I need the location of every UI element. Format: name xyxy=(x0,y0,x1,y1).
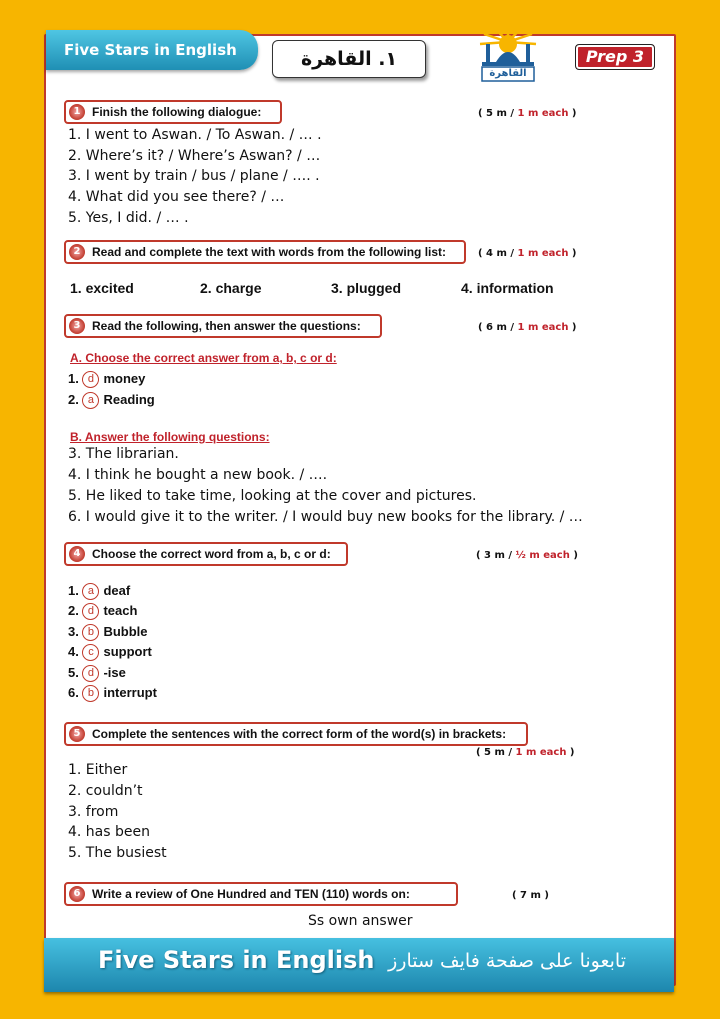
item-number: 1. xyxy=(68,583,79,598)
choice-letter-circle: c xyxy=(82,644,99,661)
section-1-marks xyxy=(478,108,577,119)
marks-each: 1 m each xyxy=(515,747,567,758)
choice-item xyxy=(68,371,145,388)
section-2-heading xyxy=(64,240,466,264)
item-number: 2. xyxy=(68,603,79,618)
marks-close: ) xyxy=(568,248,577,259)
choice-text: -ise xyxy=(103,665,126,680)
answer-line: 1. I went to Aswan. / To Aswan. / … . xyxy=(68,127,322,143)
answer-sheet xyxy=(44,34,676,986)
choice-text: support xyxy=(103,644,152,659)
grade-badge: Prep 3 xyxy=(575,44,655,70)
word-list-item: 3. plugged xyxy=(331,280,401,296)
answer-line: 6. I would give it to the writer. / I would buy new books for the library. / … xyxy=(68,509,583,525)
choice-text: deaf xyxy=(103,583,131,598)
item-number: 4. xyxy=(68,644,79,659)
section-4-heading xyxy=(64,542,348,566)
marks-each: ½ m each xyxy=(515,550,570,561)
item-number: 2. xyxy=(68,392,79,407)
word-list-item: 2. charge xyxy=(200,280,262,296)
marks-each: 1 m each xyxy=(517,322,569,333)
marks-each: 1 m each xyxy=(517,108,569,119)
logo-text: القاهرة xyxy=(489,68,527,79)
choice-item xyxy=(68,624,148,641)
choice-item xyxy=(68,392,155,409)
marks-close: ) xyxy=(566,747,575,758)
cairo-logo xyxy=(472,22,544,82)
page-title: ١. القاهرة xyxy=(272,40,426,78)
choice-text: Reading xyxy=(103,392,155,407)
answer-line: 1. Either xyxy=(68,762,128,778)
section-heading-text: Write a review of One Hundred and TEN (110) words on: xyxy=(92,887,410,901)
section-number-badge: 4 xyxy=(69,546,85,562)
answer-line: 3. The librarian. xyxy=(68,446,179,462)
choice-item xyxy=(68,644,152,661)
item-number: 1. xyxy=(68,371,79,386)
part-b-title: B. Answer the following questions: xyxy=(70,430,270,444)
choice-item xyxy=(68,685,157,702)
choice-letter-circle: b xyxy=(82,685,99,702)
choice-letter-circle: d xyxy=(82,603,99,620)
answer-line: 3. I went by train / bus / plane / …. . xyxy=(68,168,320,184)
section-heading-text: Complete the sentences with the correct form of the word(s) in brackets: xyxy=(92,727,507,741)
section-5-marks xyxy=(476,747,575,758)
choice-letter-circle: a xyxy=(82,583,99,600)
answer-line: 5. Yes, I did. / … . xyxy=(68,210,189,226)
word-list-item: 1. excited xyxy=(70,280,134,296)
answer-line: 3. from xyxy=(68,804,119,820)
section-6-heading xyxy=(64,882,458,906)
section-number-badge: 3 xyxy=(69,318,85,334)
section-heading-text: Choose the correct word from a, b, c or d: xyxy=(92,547,331,561)
section-4-marks xyxy=(476,550,578,561)
section-number-badge: 1 xyxy=(69,104,85,120)
item-number: 3. xyxy=(68,624,79,639)
marks-each: 1 m each xyxy=(517,248,569,259)
item-number: 5. xyxy=(68,665,79,680)
marks-close: ) xyxy=(568,322,577,333)
footer-follow-text: تابعونا على صفحة فايف ستارز xyxy=(388,950,626,972)
footer-banner xyxy=(44,938,674,992)
section-3-marks xyxy=(478,322,577,333)
marks-close: ) xyxy=(568,108,577,119)
choice-item xyxy=(68,583,130,600)
section-5-heading xyxy=(64,722,528,746)
choice-item xyxy=(68,603,137,620)
answer-line: 4. has been xyxy=(68,824,150,840)
brand-badge: Five Stars in English xyxy=(46,30,258,70)
section-2-marks xyxy=(478,248,577,259)
marks-total: ( 3 m / xyxy=(476,550,516,561)
choice-text: money xyxy=(103,371,146,386)
answer-line: 2. Where’s it? / Where’s Aswan? / … xyxy=(68,148,321,164)
choice-letter-circle: a xyxy=(82,392,99,409)
marks-total: ( 4 m / xyxy=(478,248,518,259)
section-number-badge: 2 xyxy=(69,244,85,260)
choice-item xyxy=(68,665,126,682)
answer-line: 2. couldn’t xyxy=(68,783,143,799)
section-number-badge: 5 xyxy=(69,726,85,742)
choice-text: teach xyxy=(103,603,138,618)
marks-close: ) xyxy=(569,550,578,561)
choice-letter-circle: d xyxy=(82,665,99,682)
section-heading-text: Read the following, then answer the questions: xyxy=(92,319,361,333)
marks-total: ( 5 m / xyxy=(478,108,518,119)
part-a-title: A. Choose the correct answer from a, b, c or d: xyxy=(70,351,337,365)
choice-text: interrupt xyxy=(103,685,157,700)
word-list-item: 4. information xyxy=(461,280,554,296)
answer-line: 5. He liked to take time, looking at the cover and pictures. xyxy=(68,488,477,504)
footer-brand: Five Stars in English xyxy=(98,946,375,974)
choice-text: Bubble xyxy=(103,624,148,639)
marks-total: ( 6 m / xyxy=(478,322,518,333)
section-number-badge: 6 xyxy=(69,886,85,902)
section-1-heading xyxy=(64,100,282,124)
answer-line: 4. What did you see there? / … xyxy=(68,189,285,205)
choice-letter-circle: b xyxy=(82,624,99,641)
section-6-marks: ( 7 m ) xyxy=(512,890,549,901)
answer-line: 5. The busiest xyxy=(68,845,167,861)
section-heading-text: Read and complete the text with words from the following list: xyxy=(92,245,447,259)
marks-total: ( 5 m / xyxy=(476,747,516,758)
choice-letter-circle: d xyxy=(82,371,99,388)
answer-line: Ss own answer xyxy=(308,913,413,929)
item-number: 6. xyxy=(68,685,79,700)
section-heading-text: Finish the following dialogue: xyxy=(92,105,262,119)
section-3-heading xyxy=(64,314,382,338)
answer-line: 4. I think he bought a new book. / …. xyxy=(68,467,328,483)
